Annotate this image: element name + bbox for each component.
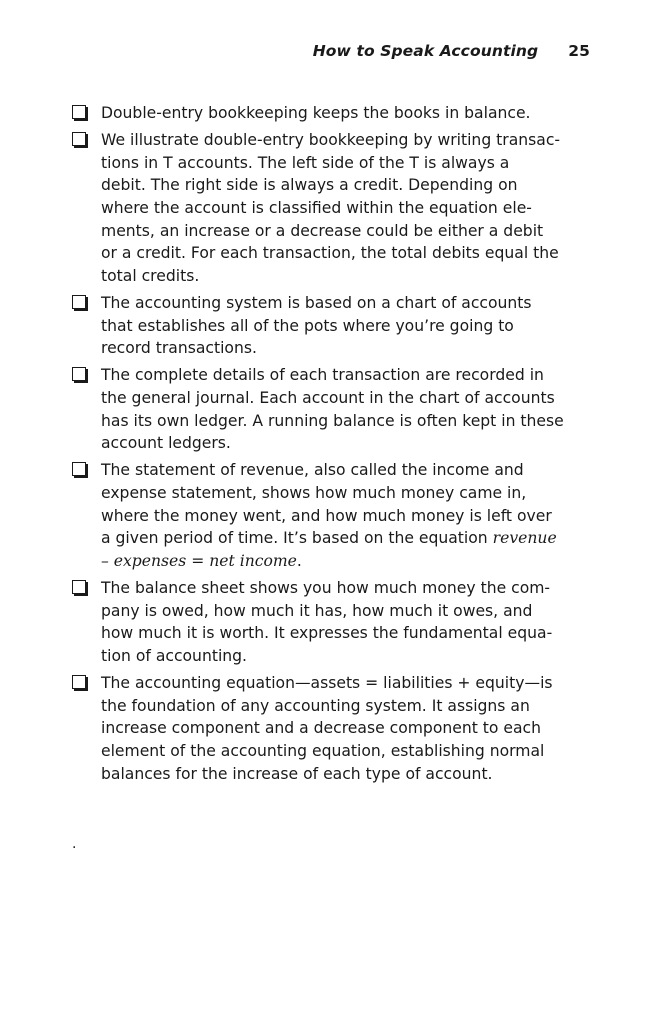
checkbox-icon (72, 105, 86, 119)
checkbox-icon (72, 295, 86, 309)
checkbox-icon (72, 675, 86, 689)
bullet-text: The accounting system is based on a chart of accounts that establishes all of the pots where you’re going to record transactions. (101, 294, 532, 358)
checkbox-icon (72, 462, 86, 476)
bullet-text: The statement of revenue, also called the income and expense statement, shows how much money came in, where the money went, and how much money is left over a given period of time. It’s based on the equation revenue – expenses = net income. (101, 461, 557, 571)
chapter-title: How to Speak Accounting (312, 42, 539, 60)
bullet-text: We illustrate double-entry bookkeeping by writing transac- tions in T accounts. The left side of the T is always a debit. The right side is always a credit. Depending on where the account is classified within the equation ele- ments, an increase or a decrease could be either a debit or a credit. For each transaction, the total debits equal the total credits. (101, 130, 561, 286)
bullet-item (72, 292, 592, 360)
bullet-text: The accounting equation—assets = liabilities + equity—is the foundation of any accounting system. It assigns an increase component and a decrease component to each element of the accounting equation, establishing normal balances for the increase of each type of account. (101, 674, 553, 783)
equation-text: revenue (492, 529, 557, 548)
bullet-text: Double-entry bookkeeping keeps the books in balance. (101, 104, 531, 122)
bullet-item (72, 459, 592, 573)
bullet-item (72, 102, 592, 125)
bullet-item (72, 577, 592, 668)
checkbox-icon (72, 580, 86, 594)
bullet-text: The complete details of each transaction are recorded in the general journal. Each account in the chart of accounts has its own ledger. A running balance is often kept in these account ledgers. (101, 366, 564, 453)
bullet-item (72, 672, 592, 786)
equation-text: – expenses = net income (101, 552, 297, 571)
page-number: 25 (568, 42, 590, 60)
stray-mark: . (72, 836, 77, 852)
summary-bullet-list (72, 102, 592, 790)
running-head (313, 42, 590, 60)
checkbox-icon (72, 367, 86, 381)
checkbox-icon (72, 132, 86, 146)
bullet-text: The balance sheet shows you how much money the com- pany is owed, how much it has, how much it owes, and how much it is worth. It expresses the fundamental equa- tion of accounting. (101, 579, 553, 666)
bullet-item (72, 129, 592, 288)
bullet-item (72, 364, 592, 455)
